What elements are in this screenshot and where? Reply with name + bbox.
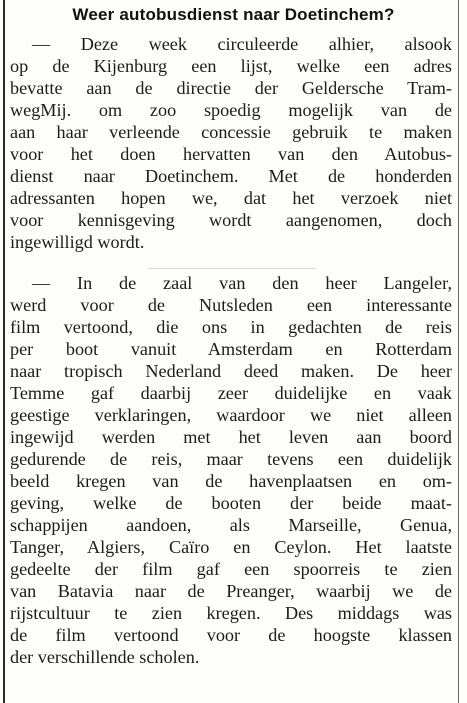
article-separator bbox=[148, 268, 316, 269]
text-line: rijstcultuur te zien kregen. Des middags was bbox=[10, 603, 452, 623]
text-line: naar tropisch Nederland deed maken. De heer bbox=[10, 361, 452, 381]
text-line: voor kennisgeving wordt aangenomen, doch bbox=[10, 210, 452, 230]
text-line: ingewijd werden met het leven aan boord bbox=[10, 427, 452, 447]
text-line: film vertoond, die ons in gedachten de reis bbox=[10, 317, 452, 337]
text-line: van Batavia naar de Preanger, waarbij we de bbox=[10, 581, 452, 601]
text-line: geestige verklaringen, waardoor we niet alleen bbox=[10, 405, 452, 425]
article-autobusdienst bbox=[10, 33, 452, 253]
text-line: voor het doen hervatten van den Autobus- bbox=[10, 144, 452, 164]
text-line: werd voor de Nutsleden een interessante bbox=[10, 295, 452, 315]
text-line: beeld kregen van de havenplaatsen en om- bbox=[10, 471, 452, 491]
text-line: aan haar verleende concessie gebruik te maken bbox=[10, 122, 452, 142]
text-line: ingewilligd wordt. bbox=[10, 232, 145, 252]
text-line: op de Kijenburg een lijst, welke een adres bbox=[10, 56, 452, 76]
text-line: der verschillende scholen. bbox=[10, 647, 200, 667]
text-line: per boot vanuit Amsterdam en Rotterdam bbox=[10, 339, 452, 359]
text-line: gedurende de reis, maar tevens een duidelijk bbox=[10, 449, 452, 469]
text-line: gedeelte der film gaf een spoorreis te zien bbox=[10, 559, 452, 579]
text-line: wegMij. om zoo spoedig mogelijk van de bbox=[10, 100, 452, 120]
text-line: dienst naar Doetinchem. Met de honderden bbox=[10, 166, 452, 186]
text-line: bevatte aan de directie der Geldersche Tram- bbox=[10, 78, 452, 98]
article-nutsleden-film bbox=[10, 272, 452, 668]
column-rule-right bbox=[458, 0, 459, 703]
text-line: — Deze week circuleerde alhier, alsook bbox=[32, 34, 452, 54]
text-line: adressanten hopen we, dat het verzoek niet bbox=[10, 188, 452, 208]
text-line: — In de zaal van den heer Langeler, bbox=[32, 273, 452, 293]
text-line: geving, welke de booten der beide maat- bbox=[10, 493, 452, 513]
text-line: de film vertoond voor de hoogste klassen bbox=[10, 625, 452, 645]
article-headline: Weer autobusdienst naar Doetinchem? bbox=[72, 5, 395, 24]
text-line: schappijen aandoen, als Marseille, Genua, bbox=[10, 515, 452, 535]
text-line: Tanger, Algiers, Caïro en Ceylon. Het laatste bbox=[10, 537, 452, 557]
text-line: Temme gaf daarbij zeer duidelijke en vaak bbox=[10, 383, 452, 403]
column-rule-left bbox=[3, 0, 5, 703]
